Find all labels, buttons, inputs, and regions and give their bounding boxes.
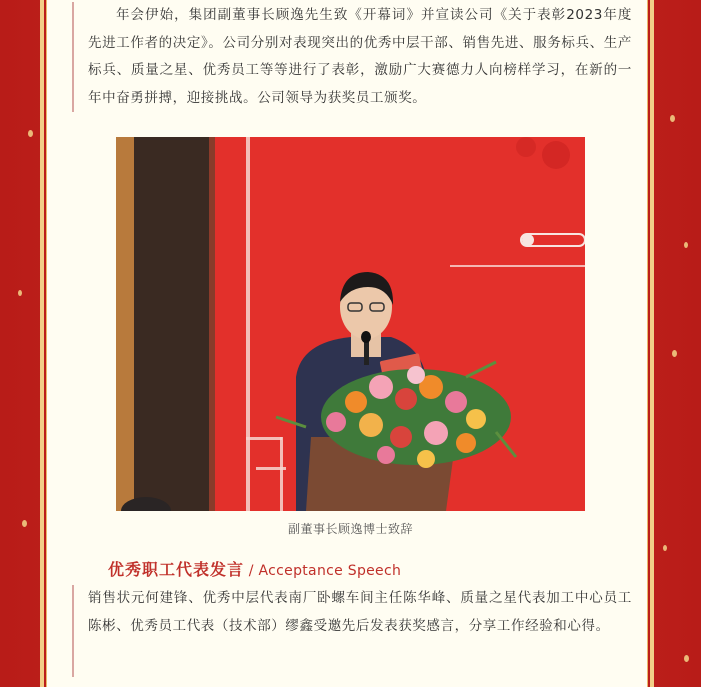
section-title-cn: 优秀职工代表发言 <box>108 560 245 579</box>
sparkle-decoration <box>28 130 33 137</box>
gold-border-right-inner <box>647 0 648 687</box>
intro-paragraph: 年会伊始，集团副董事长顾逸先生致《开幕词》并宣读公司《关于表彰2023年度先进工作者的决定》。公司分别对表现突出的优秀中层干部、销售先进、服务标兵、生产标兵、质量之星、优秀员工等等进行了表彰，激励广大赛德力人向榜样学习，在新的一年中奋勇拼搏，迎接挑战。公司领导为获奖员工颁奖。 <box>72 2 632 112</box>
gold-border-right <box>650 0 654 687</box>
speech-paragraph: 销售状元何建锋、优秀中层代表南厂卧螺车间主任陈华峰、质量之星代表加工中心员工陈彬、优秀员工代表（技术部）缪鑫受邀先后发表获奖感言，分享工作经验和心得。 <box>72 585 632 677</box>
section-title-separator: / <box>244 563 259 579</box>
sparkle-decoration <box>684 242 688 248</box>
sparkle-decoration <box>670 115 675 122</box>
sparkle-decoration <box>18 290 22 296</box>
sparkle-decoration <box>22 520 27 527</box>
photo-caption: 副董事长顾逸博士致辞 <box>287 522 413 536</box>
speech-photo <box>116 137 585 511</box>
section-title-en: Acceptance Speech <box>258 563 402 579</box>
sparkle-decoration <box>663 545 667 551</box>
sparkle-decoration <box>672 350 677 357</box>
sparkle-decoration <box>684 655 689 662</box>
speaker-illustration <box>116 137 585 511</box>
section-heading <box>108 557 401 580</box>
gold-border-left <box>40 0 44 687</box>
